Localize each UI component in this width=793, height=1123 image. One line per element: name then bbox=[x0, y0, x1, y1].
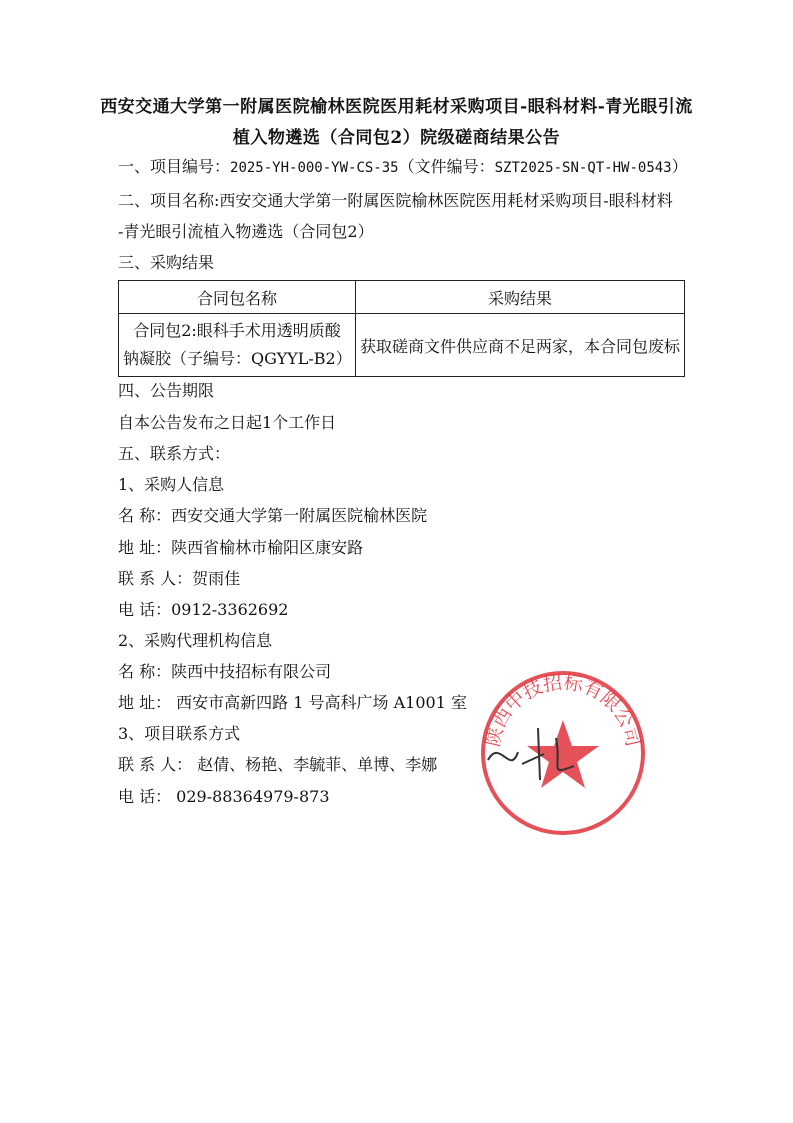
project-number: 2025-YH-000-YW-CS-35 bbox=[230, 160, 399, 176]
purchaser-contact: 联 系 人：贺雨佳 bbox=[118, 569, 241, 588]
project-contact-persons: 联 系 人： 赵倩、杨艳、李毓菲、单博、李娜 bbox=[118, 755, 438, 774]
procurement-result-cell: 获取磋商文件供应商不足两家，本合同包废标 bbox=[356, 314, 685, 377]
announcement-title-line2: 植入物遴选（合同包2）院级磋商结果公告 bbox=[232, 128, 561, 148]
project-contact-heading: 3、项目联系方式 bbox=[118, 724, 241, 743]
agency-address: 地 址： 西安市高新四路 1 号高科广场 A1001 室 bbox=[118, 693, 467, 712]
project-name-line2: -青光眼引流植入物遴选（合同包2） bbox=[118, 222, 374, 241]
purchaser-address: 地 址：陕西省榆林市榆阳区康安路 bbox=[118, 538, 364, 557]
table-header-result: 采购结果 bbox=[356, 281, 685, 314]
table-header-package: 合同包名称 bbox=[119, 281, 356, 314]
company-seal bbox=[478, 668, 648, 838]
announcement-title-line1: 西安交通大学第一附属医院榆林医院医用耗材采购项目-眼科材料-青光眼引流 bbox=[100, 97, 693, 117]
purchaser-name: 名 称：西安交通大学第一附属医院榆林医院 bbox=[118, 506, 428, 525]
file-number-prefix: （文件编号： bbox=[398, 157, 495, 176]
package-name-cell bbox=[119, 314, 356, 377]
project-number-label: 一、项目编号： bbox=[118, 157, 231, 176]
file-number-suffix: ） bbox=[671, 157, 688, 176]
contact-heading: 五、联系方式： bbox=[118, 444, 231, 463]
agency-name: 名 称：陕西中技招标有限公司 bbox=[118, 662, 332, 681]
project-number-line bbox=[118, 154, 688, 177]
package-name-line2: 钠凝胶（子编号：QGYYL-B2） bbox=[123, 349, 352, 368]
result-table bbox=[118, 280, 685, 377]
purchaser-phone: 电 话：0912-3362692 bbox=[118, 600, 289, 619]
notice-period-heading: 四、公告期限 bbox=[118, 381, 215, 400]
project-name-line1: 二、项目名称:西安交通大学第一附属医院榆林医院医用耗材采购项目-眼科材料 bbox=[118, 191, 673, 210]
procurement-result-heading: 三、采购结果 bbox=[118, 253, 215, 272]
notice-period-text: 自本公告发布之日起1个工作日 bbox=[118, 413, 337, 432]
agency-heading: 2、采购代理机构信息 bbox=[118, 631, 273, 650]
seal-text: 陕西中技招标有限公司 bbox=[481, 671, 645, 749]
table-row bbox=[119, 314, 685, 377]
purchaser-heading: 1、采购人信息 bbox=[118, 475, 225, 494]
project-contact-phone: 电 话： 029-88364979-873 bbox=[118, 787, 330, 806]
file-number: SZT2025-SN-QT-HW-0543 bbox=[494, 160, 672, 176]
package-name-line1: 合同包2:眼科手术用透明质酸 bbox=[133, 321, 341, 340]
table-header-row bbox=[119, 281, 685, 314]
